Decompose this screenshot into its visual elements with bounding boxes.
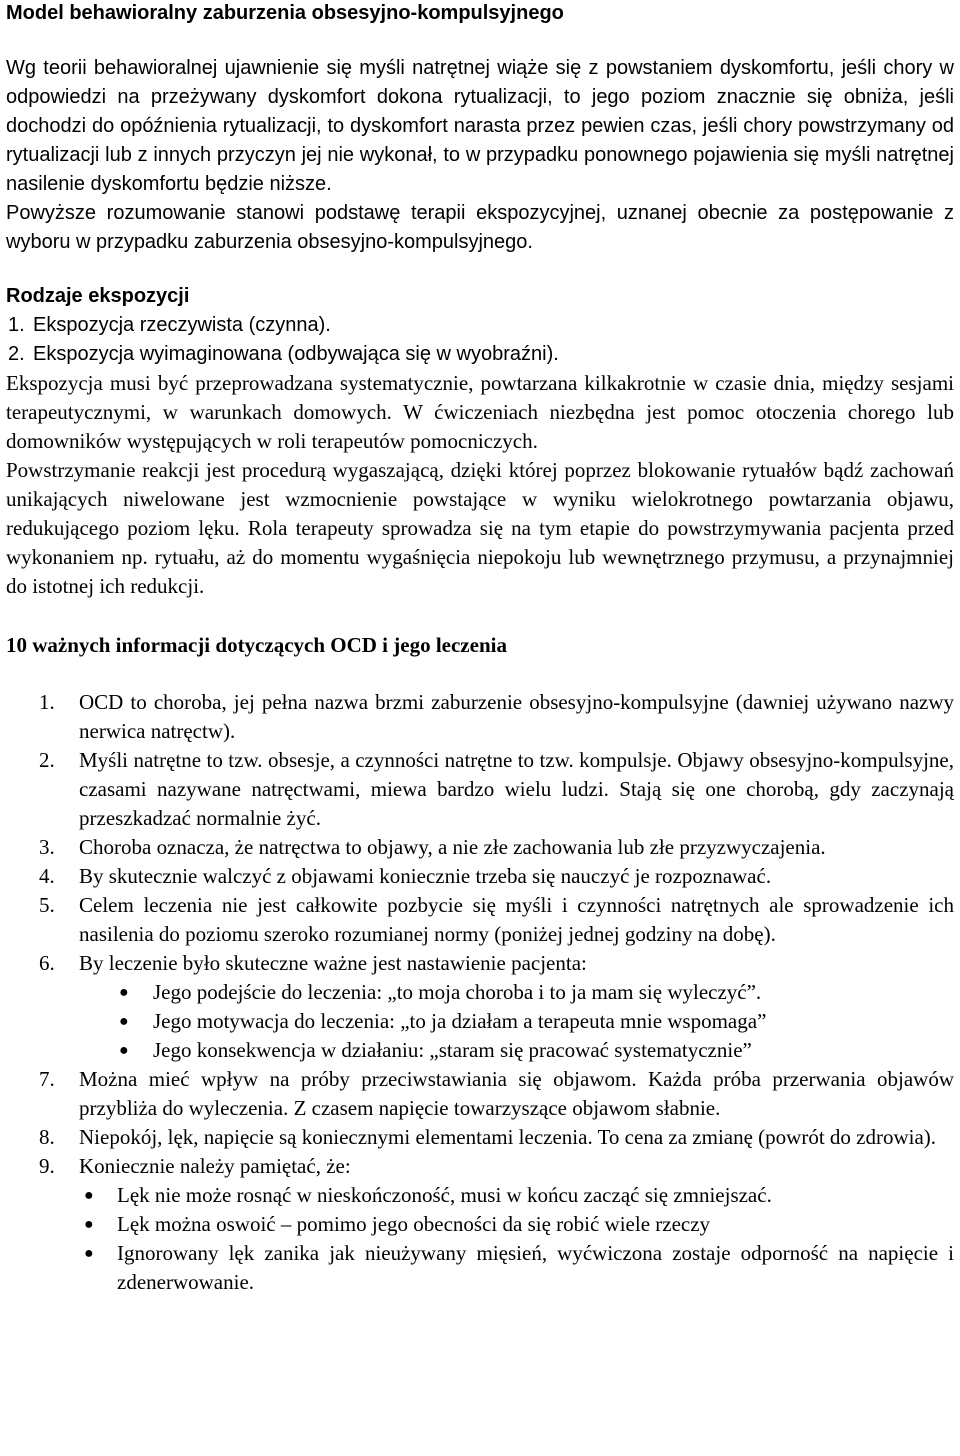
list-item bbox=[6, 746, 954, 833]
list-item bbox=[6, 833, 954, 862]
bullet-icon: ● bbox=[84, 1245, 94, 1262]
bullet-text: Ignorowany lęk zanika jak nieużywany mięsień, wyćwiczona zostaje odporność na napięcie i zdenerwowanie. bbox=[117, 1241, 954, 1294]
list-number: 3. bbox=[39, 835, 55, 859]
bullet-item bbox=[6, 1036, 954, 1065]
list-number: 4. bbox=[39, 864, 55, 888]
list-item bbox=[6, 1065, 954, 1123]
list-number: 8. bbox=[39, 1125, 55, 1149]
bullet-icon: ● bbox=[119, 984, 129, 1001]
bullet-icon: ● bbox=[119, 1013, 129, 1030]
body-paragraph-1: Ekspozycja musi być przeprowadzana systematycznie, powtarzana kilkakrotnie w czasie dnia, między sesjami terapeutycznymi, w warunkach domowych. W ćwiczeniach niezbędna jest pomoc otoczenia chorego lub domowników występujących w roli terapeutów pomocniczych. bbox=[6, 371, 954, 453]
list-item-text: Myśli natrętne to tzw. obsesje, a czynności natrętne to tzw. kompulsje. Objawy obsesyjno-kompulsyjne, czasami nazywane natręctwami, miewa bardzo wielu ludzi. Stają się one chorobą, gdy zaczynają przeszkadzać normalnie żyć. bbox=[79, 748, 954, 830]
list-item bbox=[6, 1123, 954, 1152]
bullet-icon: ● bbox=[84, 1216, 94, 1233]
bullet-text: Jego podejście do leczenia: „to moja choroba i to ja mam się wyleczyć”. bbox=[153, 980, 762, 1004]
bullet-text: Lęk można oswoić – pomimo jego obecności da się robić wiele rzeczy bbox=[117, 1212, 711, 1236]
list-number: 6. bbox=[39, 951, 55, 975]
list-item-text: By skutecznie walczyć z objawami koniecznie trzeba się nauczyć je rozpoznawać. bbox=[79, 864, 772, 888]
ocd-list-continued bbox=[6, 1065, 954, 1181]
page-title: Model behawioralny zaburzenia obsesyjno-kompulsyjnego bbox=[6, 2, 564, 24]
list-item bbox=[6, 891, 954, 949]
list-item-text: Ekspozycja rzeczywista (czynna). bbox=[33, 314, 331, 336]
list-item bbox=[6, 688, 954, 746]
list-number: 5. bbox=[39, 893, 55, 917]
list-number: 7. bbox=[39, 1067, 55, 1091]
list-item-text: Celem leczenia nie jest całkowite pozbycie się myśli i czynności natrętnych ale sprowadzenie ich nasilenia do poziomu szeroko rozumianej normy (poniżej jednej godziny na dobę). bbox=[79, 893, 954, 946]
bullet-item bbox=[6, 1181, 954, 1210]
rodzaje-heading: Rodzaje ekspozycji bbox=[6, 285, 190, 307]
list-item-text: By leczenie było skuteczne ważne jest nastawienie pacjenta: bbox=[79, 951, 587, 975]
intro-paragraph-1: Wg teorii behawioralnej ujawnienie się myśli natrętnej wiąże się z powstaniem dyskomfortu, jeśli chory w odpowiedzi na przeżywany dyskomfort dokona rytualizacji, to jego poziom znacznie się obniża, jeśli dochodzi do opóźnienia rytualizacji, to dyskomfort narasta przez pewien czas, jeśli chory powstrzymany od rytualizacji lub z innych przyczyn jej nie wykonał, to w przypadku ponownego pojawienia się myśli natrętnej nasilenie dyskomfortu będzie niższe. bbox=[6, 57, 954, 195]
list-item bbox=[6, 949, 954, 978]
bullet-item bbox=[6, 978, 954, 1007]
rodzaje-list bbox=[6, 311, 954, 369]
list-item-text: Choroba oznacza, że natręctwa to objawy, a nie złe zachowania lub złe przyzwyczajenia. bbox=[79, 835, 826, 859]
bullet-item bbox=[6, 1007, 954, 1036]
list-number: 1. bbox=[8, 314, 25, 336]
ocd-list bbox=[6, 688, 954, 978]
bullet-text: Jego motywacja do leczenia: „to ja działam a terapeuta mnie wspomaga” bbox=[153, 1009, 767, 1033]
list-item bbox=[6, 340, 954, 369]
intro-section bbox=[6, 54, 954, 257]
list-item-text: Niepokój, lęk, napięcie są koniecznymi elementami leczenia. To cena za zmianę (powrót do zdrowia). bbox=[79, 1125, 937, 1149]
body-paragraph-2: Powstrzymanie reakcji jest procedurą wygaszającą, dzięki której poprzez blokowanie rytuałów bądź zachowań unikających niwelowane jest wzmocnienie powstające w wyniku wielokrotnego powtarzania objawu, redukującego poziom lęku. Rola terapeuty sprowadza się na tym etapie do powstrzymywania pacjenta przed wykonaniem np. rytuału, aż do momentu wygaśnięcia niepokoju lub wewnętrznego przymusu, a przynajmniej do istotnej ich redukcji. bbox=[6, 458, 954, 598]
intro-paragraph-2: Powyższe rozumowanie stanowi podstawę terapii ekspozycyjnej, uznanej obecnie za postępowanie z wyboru w przypadku zaburzenia obsesyjno-kompulsyjnego. bbox=[6, 202, 954, 253]
bullet-item bbox=[6, 1239, 954, 1297]
bullet-icon: ● bbox=[84, 1187, 94, 1204]
list-number: 1. bbox=[39, 690, 55, 714]
bullet-icon: ● bbox=[119, 1042, 129, 1059]
item6-bullet-list bbox=[6, 978, 954, 1065]
list-number: 9. bbox=[39, 1154, 55, 1178]
list-number: 2. bbox=[39, 748, 55, 772]
list-item-text: OCD to choroba, jej pełna nazwa brzmi zaburzenie obsesyjno-kompulsyjne (dawniej używano nazwy nerwica natręctw). bbox=[79, 690, 954, 743]
list-item bbox=[6, 862, 954, 891]
ocd-heading: 10 ważnych informacji dotyczących OCD i jego leczenia bbox=[6, 633, 507, 657]
item9-bullet-list bbox=[6, 1181, 954, 1297]
list-item-text: Można mieć wpływ na próby przeciwstawiania się objawom. Każda próba przerwania objawów przybliża do wyleczenia. Z czasem napięcie towarzyszące objawom słabnie. bbox=[79, 1067, 954, 1120]
bullet-text: Lęk nie może rosnąć w nieskończoność, musi w końcu zacząć się zmniejszać. bbox=[117, 1183, 772, 1207]
list-item bbox=[6, 1152, 954, 1181]
bullet-text: Jego konsekwencja w działaniu: „staram się pracować systematycznie” bbox=[153, 1038, 752, 1062]
bullet-item bbox=[6, 1210, 954, 1239]
list-number: 2. bbox=[8, 343, 25, 365]
list-item-text: Koniecznie należy pamiętać, że: bbox=[79, 1154, 351, 1178]
list-item-text: Ekspozycja wyimaginowana (odbywająca się w wyobraźni). bbox=[33, 343, 559, 365]
list-item bbox=[6, 311, 954, 340]
